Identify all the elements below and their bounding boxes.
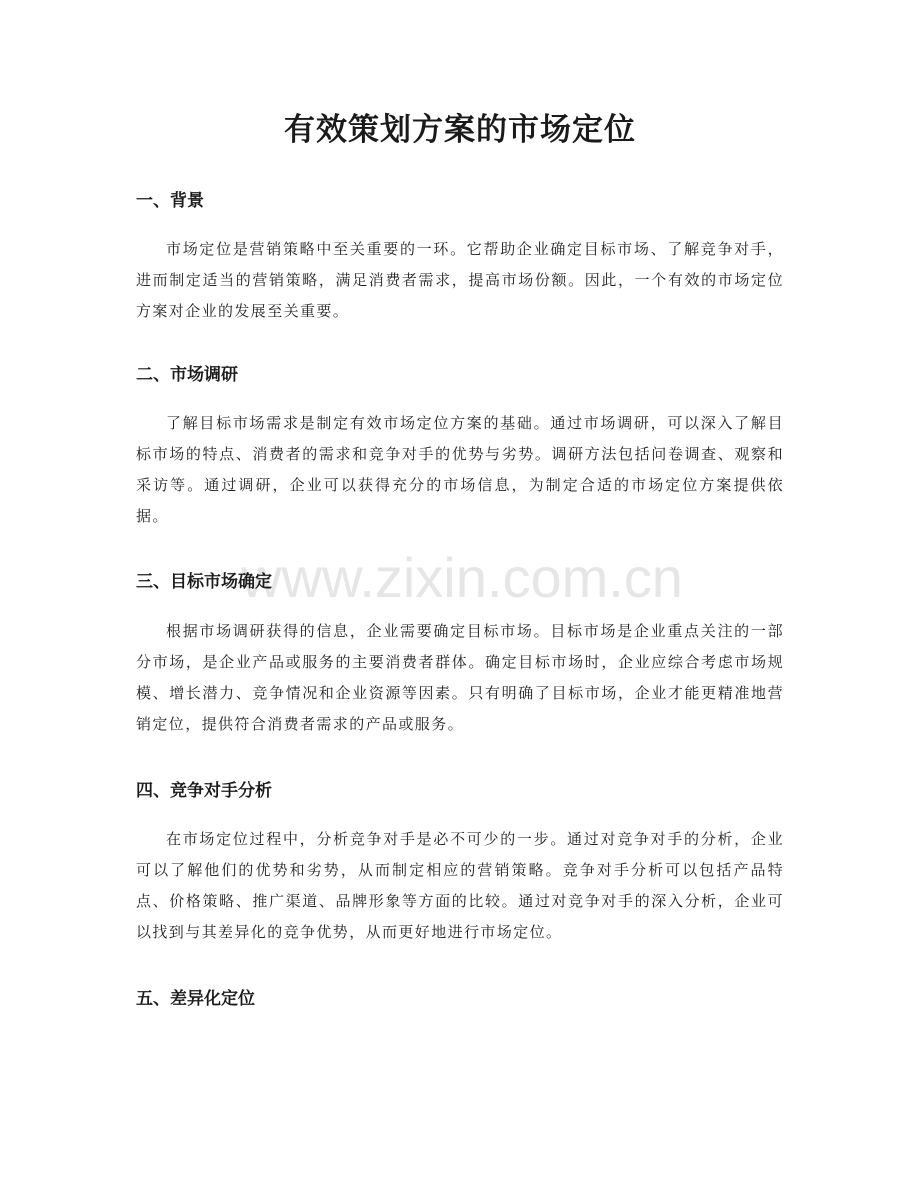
section-heading-background: 一、背景 [136, 191, 204, 211]
section-heading-differentiation: 五、差异化定位 [136, 989, 255, 1009]
section-body-background: 市场定位是营销策略中至关重要的一环。它帮助企业确定目标市场、了解竞争对手，进而制定适当的营销策略，满足消费者需求，提高市场份额。因此，一个有效的市场定位方案对企业的发展至关重要。 [136, 240, 784, 320]
document-title: 有效策划方案的市场定位 [284, 112, 636, 148]
section-body-competitor-analysis: 在市场定位过程中，分析竞争对手是必不可少的一步。通过对竞争对手的分析，企业可以了解他们的优势和劣势，从而制定相应的营销策略。竞争对手分析可以包括产品特点、价格策略、推广渠道、品牌形象等方面的比较。通过对竞争对手的深入分析，企业可以找到与其差异化的竞争优势，从而更好地进行市场定位。 [136, 830, 784, 941]
watermark-text: www.zixin.com.cn [241, 546, 683, 609]
section-heading-target-market: 三、目标市场确定 [136, 572, 272, 592]
section-body-market-research: 了解目标市场需求是制定有效市场定位方案的基础。通过市场调研，可以深入了解目标市场的特点、消费者的需求和竞争对手的优势与劣势。调研方法包括问卷调查、观察和采访等。通过调研，企业可以获得充分的市场信息，为制定合适的市场定位方案提供依据。 [136, 414, 784, 525]
section-heading-market-research: 二、市场调研 [136, 365, 238, 385]
section-body-target-market: 根据市场调研获得的信息，企业需要确定目标市场。目标市场是企业重点关注的一部分市场，是企业产品或服务的主要消费者群体。确定目标市场时，企业应综合考虑市场规模、增长潜力、竞争情况和企业资源等因素。只有明确了目标市场，企业才能更精准地营销定位，提供符合消费者需求的产品或服务。 [136, 622, 784, 733]
section-heading-competitor-analysis: 四、竞争对手分析 [136, 781, 272, 801]
